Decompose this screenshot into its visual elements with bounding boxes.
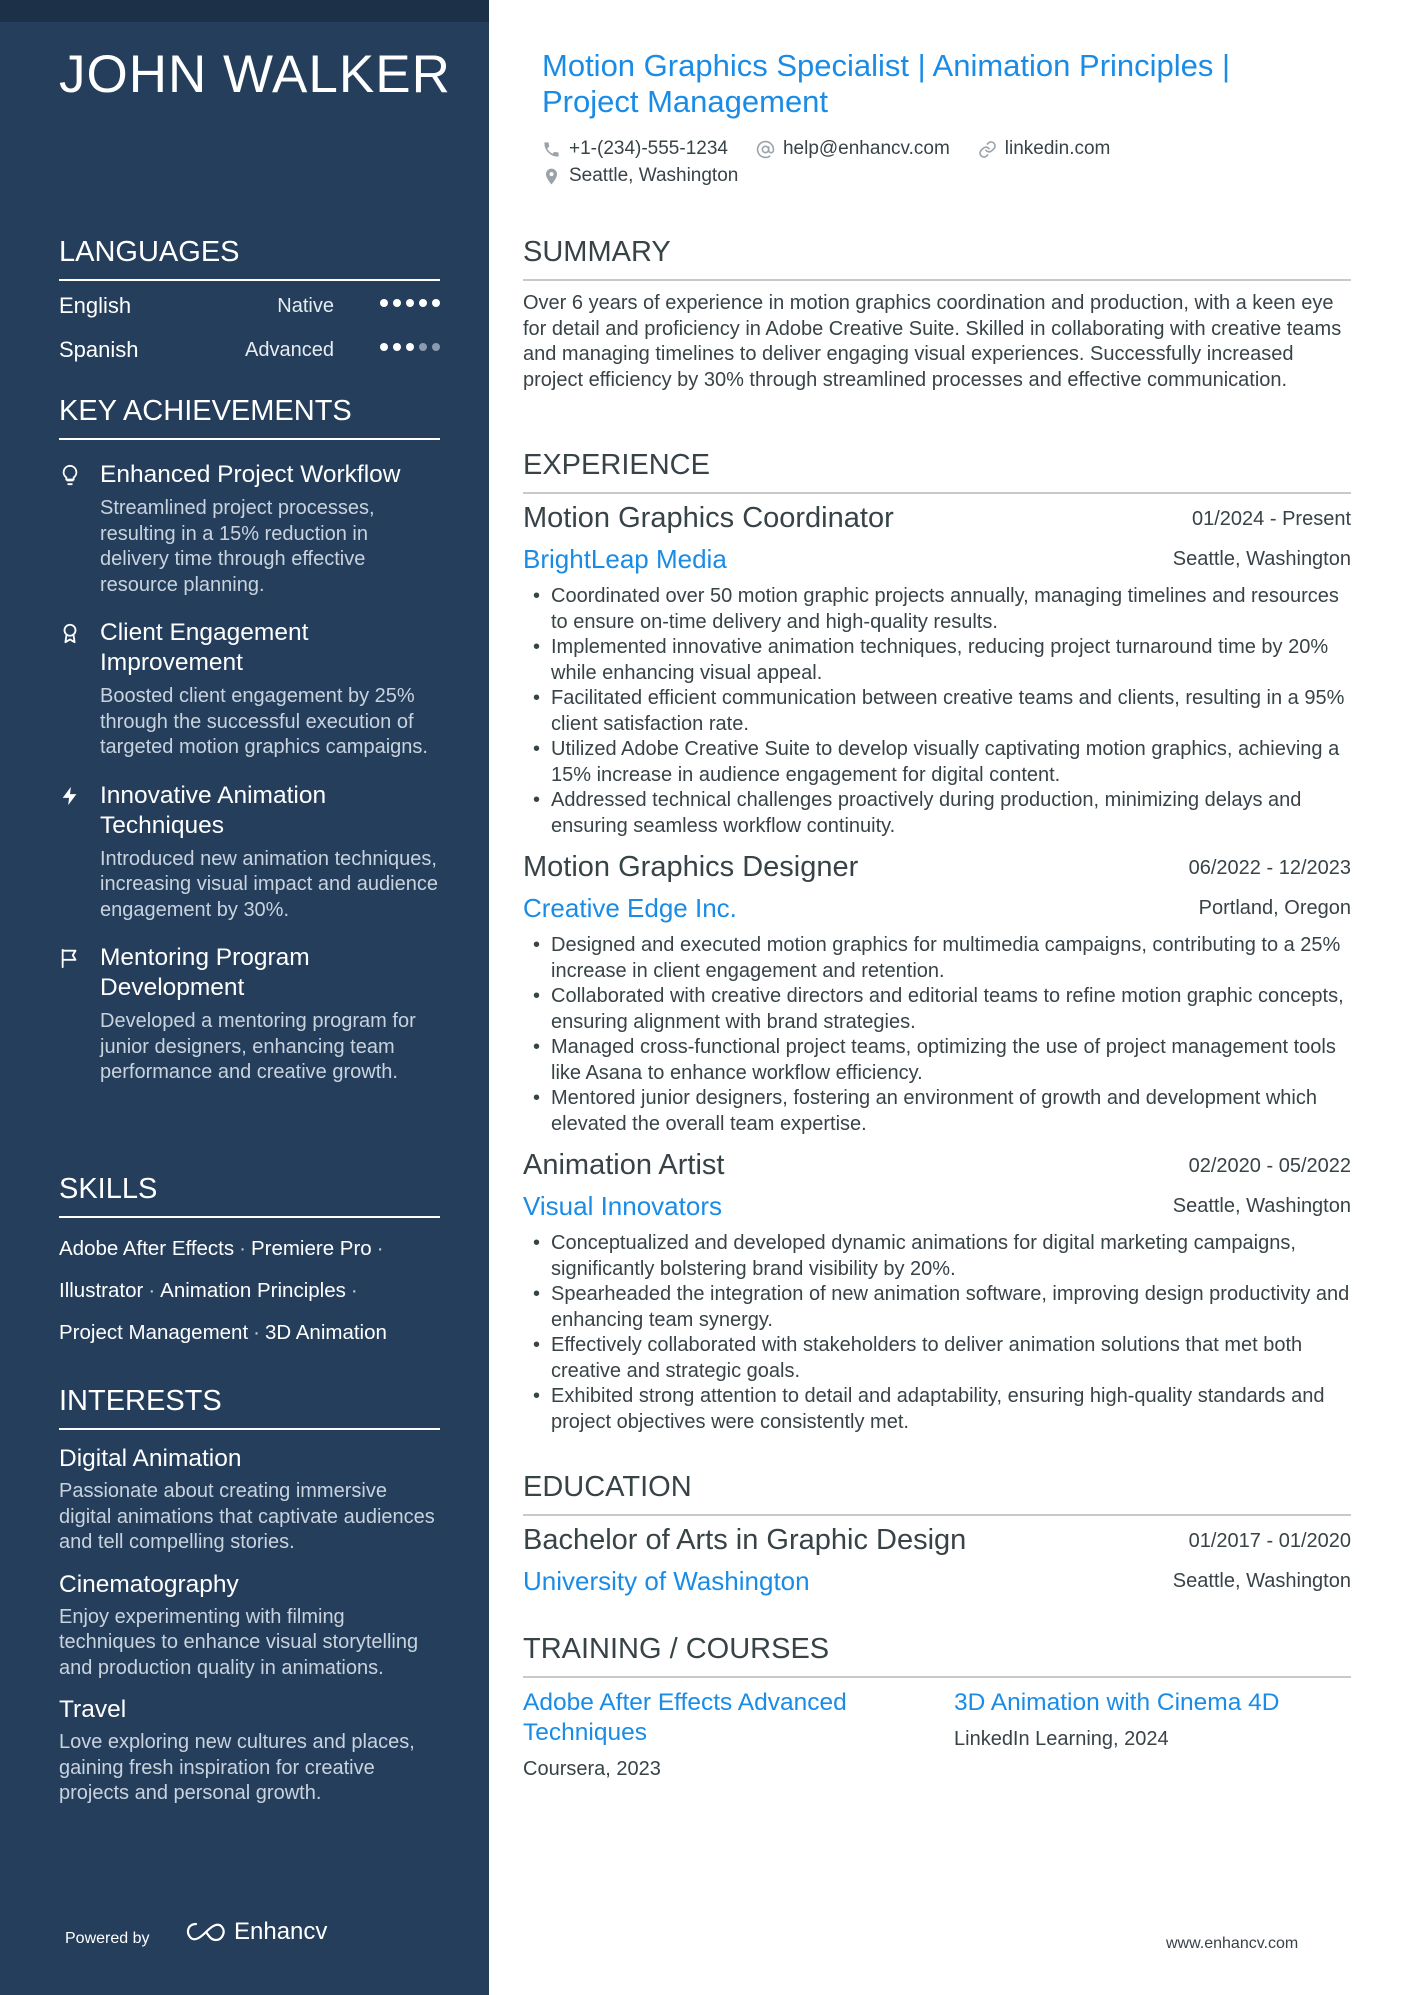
language-level: Native — [277, 295, 334, 317]
education-header — [523, 1524, 1351, 1564]
job-bullet: • Conceptualized and developed dynamic animations for digital marketing campaigns, significantly bolstering brand visibility by 20%. — [523, 1231, 1351, 1282]
contact-email[interactable]: help@enhancv.com — [782, 138, 950, 159]
job-dates: 06/2022 - 12/2023 — [1188, 857, 1351, 879]
job-bullet: • Coordinated over 50 motion graphic projects annually, managing timelines and resources to ensure on-time delivery and high-quality results. — [523, 584, 1351, 635]
interest-title: Digital Animation — [59, 1445, 242, 1472]
interest-item — [59, 1695, 440, 1807]
enhancv-logo-icon — [184, 1920, 228, 1944]
job-dates: 01/2024 - Present — [1192, 508, 1351, 530]
interest-title: Cinematography — [59, 1570, 239, 1598]
language-row — [59, 329, 440, 373]
job-entry — [523, 502, 1351, 839]
languages-title: LANGUAGES — [59, 236, 440, 281]
job-location: Seattle, Washington — [1172, 1195, 1351, 1217]
rating-dot — [380, 299, 388, 307]
award-icon — [59, 622, 81, 644]
job-subheader — [523, 891, 1351, 931]
job-dates: 02/2020 - 05/2022 — [1188, 1155, 1351, 1177]
skill-item: Project Management — [59, 1321, 249, 1344]
skill-item: Adobe After Effects — [59, 1237, 235, 1260]
job-title: Motion Graphics Designer — [523, 851, 859, 883]
sidebar-top-band — [0, 0, 489, 22]
contact-location: Seattle, Washington — [569, 165, 739, 186]
skills-section — [59, 1173, 440, 1354]
brand-name: Enhancv — [234, 1918, 328, 1945]
summary-text: Over 6 years of experience in motion graphics coordination and production, with a keen eye for detail and proficiency in Adobe Creative Suite. Skilled in collaborating with creative teams and managing timelines to deliver engaging visual experiences. Successfully increased project efficiency by 30% through streamlined processes and effective communication. — [523, 292, 1342, 391]
education-entry — [523, 1524, 1351, 1604]
skill-item: 3D Animation — [264, 1321, 387, 1344]
skill-item: Illustrator — [59, 1279, 144, 1302]
footer-url[interactable]: www.enhancv.com — [1166, 1935, 1299, 1952]
achievements-title: KEY ACHIEVEMENTS — [59, 395, 440, 440]
job-company: Creative Edge Inc. — [523, 893, 737, 923]
location-pin-icon — [542, 167, 561, 186]
achievement-title: Innovative Animation Techniques — [100, 781, 327, 839]
education-location: Seattle, Washington — [1172, 1570, 1351, 1592]
skills-line — [59, 1228, 440, 1270]
job-bullet: • Addressed technical challenges proactively during production, minimizing delays and ensuring seamless workflow continuity. — [523, 788, 1351, 839]
at-sign-icon — [756, 140, 775, 159]
contact-location-line — [542, 165, 738, 187]
job-bullets — [523, 584, 1351, 839]
course-item — [523, 1688, 923, 1781]
job-header — [523, 502, 1351, 542]
contact-phone[interactable]: +1-(234)-555-1234 — [569, 138, 728, 159]
job-title: Animation Artist — [523, 1149, 725, 1181]
link-icon — [978, 140, 997, 159]
education-subheader — [523, 1564, 1351, 1604]
job-company: BrightLeap Media — [523, 544, 727, 574]
education-section — [523, 1471, 1351, 1604]
interest-item — [59, 1444, 440, 1556]
language-name: Spanish — [59, 337, 139, 362]
language-rating — [380, 343, 440, 351]
achievement-title: Enhanced Project Workflow — [100, 461, 401, 488]
rating-dot — [380, 343, 388, 351]
training-title: TRAINING / COURSES — [523, 1633, 1351, 1678]
headline: Motion Graphics Specialist | Animation Principles | Project Management — [542, 48, 1231, 119]
lightbulb-icon — [59, 464, 81, 486]
achievement-desc: Introduced new animation techniques, increasing visual impact and audience engagement by 30%. — [100, 847, 438, 921]
job-bullets — [523, 1231, 1351, 1435]
achievement-item — [59, 460, 440, 598]
job-bullet: • Exhibited strong attention to detail and adaptability, ensuring high-quality standards and project objectives were consistently met. — [523, 1384, 1351, 1435]
language-level: Advanced — [245, 339, 334, 361]
course-provider: Coursera, 2023 — [523, 1758, 661, 1780]
job-bullet: • Facilitated efficient communication between creative teams and clients, resulting in a 95% client satisfaction rate. — [523, 686, 1351, 737]
course-title: Adobe After Effects Advanced Techniques — [523, 1689, 847, 1746]
rating-dot — [393, 299, 401, 307]
skills-line — [59, 1270, 440, 1312]
skill-separator: · — [253, 1321, 260, 1344]
job-location: Seattle, Washington — [1172, 548, 1351, 570]
skill-separator: · — [376, 1237, 384, 1260]
contact-linkedin[interactable]: linkedin.com — [1004, 138, 1111, 159]
language-row — [59, 285, 440, 329]
job-bullet: • Collaborated with creative directors and editorial teams to refine motion graphic concepts, ensuring alignment with brand strategies. — [523, 984, 1351, 1035]
job-bullet: • Mentored junior designers, fostering an environment of growth and development which elevated the overall team expertise. — [523, 1086, 1351, 1137]
job-company: Visual Innovators — [523, 1191, 722, 1221]
brand-logo[interactable] — [184, 1918, 327, 1946]
powered-by-label: Powered by — [65, 1930, 150, 1947]
rating-dot — [419, 343, 427, 351]
job-subheader — [523, 542, 1351, 582]
skill-separator: · — [148, 1279, 156, 1302]
lightning-icon — [59, 785, 81, 807]
interests-title: INTERESTS — [59, 1385, 440, 1430]
interest-item — [59, 1570, 440, 1682]
skill-separator: · — [239, 1237, 246, 1260]
course-item — [954, 1688, 1354, 1751]
education-degree: Bachelor of Arts in Graphic Design — [523, 1524, 967, 1556]
rating-dot — [432, 299, 440, 307]
achievement-item — [59, 618, 440, 761]
skill-separator: · — [350, 1279, 358, 1302]
sidebar — [0, 0, 489, 1995]
course-title: 3D Animation with Cinema 4D — [954, 1689, 1280, 1716]
skills-line — [59, 1312, 440, 1354]
skill-item: Premiere Pro — [250, 1237, 372, 1260]
interests-section — [59, 1385, 440, 1807]
phone-icon — [542, 140, 561, 159]
achievement-desc: Streamlined project processes, resulting in a 15% reduction in delivery time through effective resource planning. — [100, 497, 375, 596]
language-rating — [380, 299, 440, 307]
experience-section — [523, 449, 1351, 1435]
summary-title: SUMMARY — [523, 236, 1351, 281]
interest-title: Travel — [59, 1696, 127, 1723]
achievement-title: Client Engagement Improvement — [100, 619, 309, 676]
job-bullet: • Designed and executed motion graphics for multimedia campaigns, contributing to a 25% increase in client engagement and retention. — [523, 933, 1351, 984]
interest-desc: Love exploring new cultures and places, gaining fresh inspiration for creative projects and personal growth. — [59, 1731, 415, 1804]
training-section — [523, 1633, 1351, 1678]
job-bullets — [523, 933, 1351, 1137]
rating-dot — [432, 343, 440, 351]
job-bullet: • Utilized Adobe Creative Suite to develop visually captivating motion graphics, achieving a 15% increase in audience engagement for digital content. — [523, 737, 1351, 788]
rating-dot — [406, 299, 414, 307]
rating-dot — [419, 299, 427, 307]
job-entry — [523, 851, 1351, 1137]
job-location: Portland, Oregon — [1198, 897, 1351, 919]
course-provider: LinkedIn Learning, 2024 — [954, 1728, 1169, 1750]
job-header — [523, 851, 1351, 891]
job-bullet: • Effectively collaborated with stakeholders to deliver animation solutions that met both creative and strategic goals. — [523, 1333, 1351, 1384]
interest-desc: Passionate about creating immersive digital animations that captivate audiences and tell compelling stories. — [59, 1480, 435, 1553]
contact-line — [542, 138, 1110, 160]
skill-item: Animation Principles — [160, 1279, 346, 1302]
candidate-name: JOHN WALKER — [59, 45, 451, 104]
education-dates: 01/2017 - 01/2020 — [1188, 1530, 1351, 1552]
job-subheader — [523, 1189, 1351, 1229]
achievement-desc: Boosted client engagement by 25% through the successful execution of targeted motion graphics campaigns. — [100, 685, 428, 758]
job-title: Motion Graphics Coordinator — [523, 502, 894, 534]
rating-dot — [393, 343, 401, 351]
job-bullet: • Managed cross-functional project teams, optimizing the use of project management tools like Asana to enhance workflow efficiency. — [523, 1035, 1351, 1086]
job-bullet: • Spearheaded the integration of new animation software, improving design productivity and enhancing team synergy. — [523, 1282, 1351, 1333]
experience-title: EXPERIENCE — [523, 449, 1351, 494]
job-bullet: • Implemented innovative animation techniques, reducing project turnaround time by 20% while enhancing visual appeal. — [523, 635, 1351, 686]
achievement-item — [59, 943, 440, 1086]
job-entry — [523, 1149, 1351, 1435]
achievement-item — [59, 781, 440, 924]
summary-section — [523, 236, 1351, 393]
interest-desc: Enjoy experimenting with filming techniques to enhance visual storytelling and production quality in animations. — [59, 1605, 419, 1679]
achievements-section — [59, 395, 440, 1086]
education-title: EDUCATION — [523, 1471, 1351, 1516]
education-school: University of Washington — [523, 1566, 810, 1596]
languages-section — [59, 236, 440, 373]
language-name: English — [59, 293, 132, 318]
job-header — [523, 1149, 1351, 1189]
flag-icon — [59, 947, 81, 969]
achievement-title: Mentoring Program Development — [100, 944, 310, 1001]
skills-title: SKILLS — [59, 1173, 440, 1218]
achievement-desc: Developed a mentoring program for junior designers, enhancing team performance and creative growth. — [100, 1010, 416, 1083]
rating-dot — [406, 343, 414, 351]
